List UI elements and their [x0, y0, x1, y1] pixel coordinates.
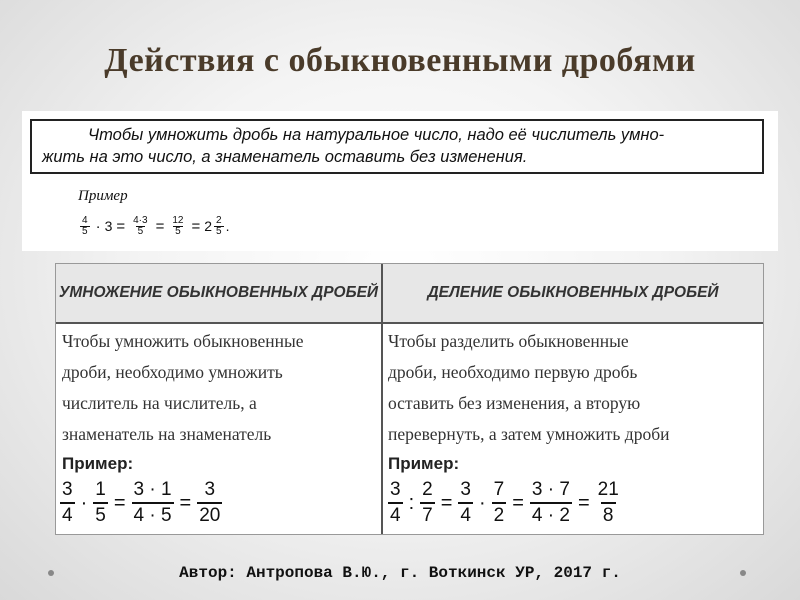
fraction: $\frac{7}{2}$ — [493, 479, 505, 526]
slide-title: Действия с обыкновенными дробями — [104, 42, 696, 79]
table-header — [56, 264, 763, 324]
fraction: $\frac{3}{4}$ — [62, 479, 73, 526]
rule-line-1: Чтобы умножить дробь на натуральное число, надо её числитель умно- — [88, 126, 665, 144]
fraction: $\frac{1}{5}$ — [95, 479, 106, 526]
fraction: $\frac{3}{4}$ — [460, 479, 471, 526]
fraction: $\frac{4\cdot 3}{5}$ — [133, 214, 148, 237]
fraction: $\frac{2}{5}$ — [216, 214, 222, 237]
fraction: $\frac{3}{4}$ — [390, 479, 401, 526]
bullet-right — [740, 570, 746, 576]
column-divider — [381, 264, 383, 534]
header-multiplication: УМНОЖЕНИЕ ОБЫКНОВЕННЫХ ДРОБЕЙ — [58, 284, 379, 301]
rule-box — [30, 119, 764, 174]
rule-block — [22, 111, 778, 251]
multiplication-rule: Чтобы умножить обыкновенные дроби, необходимо умножить числитель на числитель, а знаменатель на знаменатель — [62, 331, 304, 444]
author-footer: Автор: Антропова В.Ю., г. Воткинск УР, 2017 г. — [179, 564, 621, 582]
fraction: $\frac{4}{5}$ — [82, 214, 88, 237]
rule-line-2: жить на это число, а знаменатель оставить без изменения. — [42, 148, 528, 166]
fraction: $\frac{3 \cdot 1}{4 \cdot 5}$ — [133, 479, 172, 526]
fraction: $\frac{12}{5}$ — [172, 214, 184, 237]
header-division: ДЕЛЕНИЕ ОБЫКНОВЕННЫХ ДРОБЕЙ — [427, 284, 719, 301]
division-rule: Чтобы разделить обыкновенные дроби, необходимо первую дробь оставить без изменения, а вторую перевернуть, а затем умножить дроби — [388, 331, 670, 444]
multiplication-example-formula: $\frac{3}{4}$ · $\frac{1}{5}$ = $\frac{3 \cdot 1}{4 \cdot 5}$ = $\frac{3}{20}$ — [62, 479, 221, 526]
fraction: $\frac{21}{8}$ — [597, 479, 619, 526]
fraction: $\frac{2}{7}$ — [422, 479, 433, 526]
multiplication-example-label: Пример: — [62, 454, 134, 473]
division-example-formula: $\frac{3}{4}$ : $\frac{2}{7}$ = $\frac{3}{4}$ · $\frac{7}{2}$ = $\frac{3 \cdot 7}{4 \cdot 2}$ = $\frac{21}{8}$ — [390, 479, 619, 526]
division-example-label: Пример: — [388, 454, 460, 473]
small-example-label: Пример — [78, 188, 128, 204]
rules-table — [55, 263, 764, 535]
small-example-formula: $\frac{4}{5}$ · 3 = $\frac{4\cdot 3}{5}$ = $\frac{12}{5}$ = 2 $\frac{2}{5}$ . — [82, 214, 230, 237]
fraction: $\frac{3}{20}$ — [199, 479, 221, 526]
fraction: $\frac{3 \cdot 7}{4 \cdot 2}$ — [531, 479, 570, 526]
